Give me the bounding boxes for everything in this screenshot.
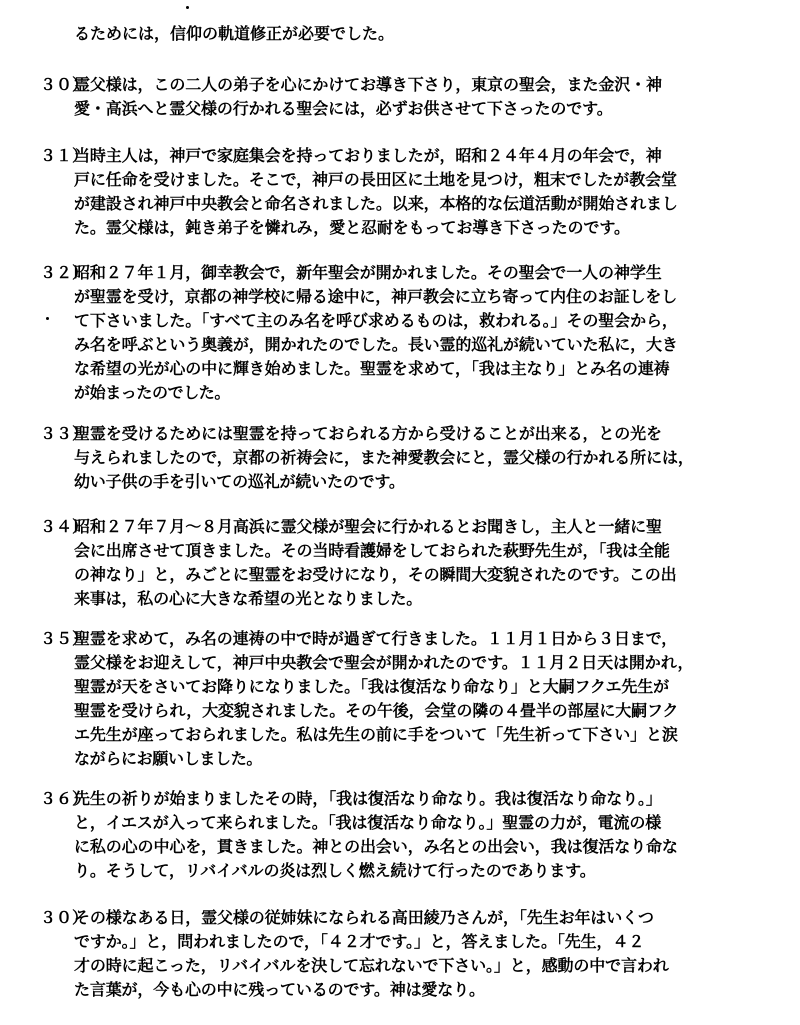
paragraph-line: に私の心の中心を，貫きました。神との出会い，み名との出会い，我は復活なり命な bbox=[74, 837, 678, 856]
paragraph-number: ３１） bbox=[40, 146, 89, 165]
paragraph-number: ３３） bbox=[40, 424, 89, 443]
paragraph-line: 戸に任命を受けました。そこで，神戸の長田区に土地を見つけ，粗末でしたが教会堂 bbox=[74, 170, 677, 189]
lead-line: るためには，信仰の軌道修正が必要でした。 bbox=[74, 24, 395, 43]
paragraph-line: 聖霊が天をさいてお降りになりました。「我は復活なり命なり」と大嗣フクエ先生が bbox=[74, 677, 670, 696]
paragraph-line: が建設され神戸中央教会と命名されました。以来，本格的な伝道活動が開始されまし bbox=[74, 194, 678, 213]
paragraph-line: た言葉が，今も心の中に残っているのです。神は愛なり。 bbox=[74, 980, 485, 999]
paragraph-number: ３０） bbox=[40, 908, 89, 927]
paragraph-line: た。霊父様は，鈍き弟子を憐れみ，愛と忍耐をもってお導き下さったのです。 bbox=[74, 218, 630, 237]
paragraph-line: 聖霊を受けられ，大変貌されました。その午後，会堂の隣の４畳半の部屋に大嗣フク bbox=[74, 701, 679, 720]
paragraph-line: 幼い子供の手を引いての巡礼が続いたのです。 bbox=[74, 472, 405, 491]
paragraph-33 bbox=[40, 422, 768, 494]
paragraph-line: な希望の光が心の中に輝き始めました。聖霊を求めて，「我は主なり」とみ名の連祷 bbox=[74, 359, 670, 378]
paragraph-36 bbox=[40, 787, 768, 883]
paragraph-number: ３０） bbox=[40, 75, 89, 94]
paragraph-line: 昭和２７年７月～８月高浜に霊父様が聖会に行かれるとお聞きし，主人と一緒に聖 bbox=[74, 517, 662, 536]
paragraph-line: 先生の祈りが始まりましたその時，「我は復活なり命なり。我は復活なり命なり。」 bbox=[74, 789, 662, 808]
paragraph-35 bbox=[40, 627, 768, 771]
paragraph-line: 昭和２７年１月，御幸教会で，新年聖会が開かれました。その聖会で一人の神学生 bbox=[74, 263, 662, 282]
paragraph-number: ３２） bbox=[40, 263, 89, 282]
paragraph-number: ３５） bbox=[40, 629, 89, 648]
scan-speck bbox=[186, 6, 189, 9]
paragraph-31 bbox=[40, 144, 768, 240]
paragraph-line: 聖霊を受けるためには聖霊を持っておられる方から受けることが出来る，との光を bbox=[74, 424, 662, 443]
paragraph-line: 霊父様をお迎えして，神戸中央教会で聖会が開かれたのです。１１月２日天は開かれ， bbox=[74, 653, 694, 672]
paragraph-line: 会に出席させて頂きました。その当時看護婦をしておられた萩野先生が，「我は全能 bbox=[74, 541, 670, 560]
paragraph-line: が聖霊を受け，京都の神学校に帰る途中に，神戸教会に立ち寄って内住のお証しをし bbox=[74, 287, 678, 306]
paragraph-line: 聖霊を求めて，み名の連祷の中で時が過ぎて行きました。１１月１日から３日まで， bbox=[74, 629, 678, 648]
paragraph-line: 来事は，私の心に大きな希望の光となりました。 bbox=[74, 589, 423, 608]
paragraph-line: 霊父様は，この二人の弟子を心にかけてお導き下さり，東京の聖会，また金沢・神 bbox=[74, 75, 662, 94]
paragraph-line: が始まったのでした。 bbox=[74, 383, 231, 402]
paragraph-34 bbox=[40, 515, 768, 611]
paragraph-32 bbox=[40, 261, 768, 405]
paragraph-line: 与えられましたので，京都の祈祷会に，また神愛教会にと，霊父様の行かれる所には， bbox=[74, 448, 694, 467]
paragraph-line: み名を呼ぶという奥義が，開かれたのでした。長い霊的巡礼が続いていた私に，大き bbox=[74, 335, 678, 354]
paragraph-30 bbox=[40, 73, 768, 121]
paragraph-line: エ先生が座っておられました。私は先生の前に手をついて「先生祈って下さい」と涙 bbox=[74, 725, 678, 744]
paragraph-line: その様なある日，霊父様の従姉妹になられる高田綾乃さんが，「先生お年はいくつ bbox=[74, 908, 654, 927]
paragraph-line: の神なり」と，みごとに聖霊をお受けになり，その瞬間大変貌されたのです。この出 bbox=[74, 565, 677, 584]
paragraph-number: ３６） bbox=[40, 789, 89, 808]
paragraph-line: と，イエスが入って来られました。「我は復活なり命なり。」聖霊の力が，電流の様 bbox=[74, 813, 662, 832]
paragraph-line: り。そうして，リバイバルの炎は烈しく燃え続けて行ったのであります。 bbox=[74, 861, 596, 880]
paragraph-30-second bbox=[40, 906, 768, 1002]
paragraph-line: 愛・高浜へと霊父様の行かれる聖会には，必ずお供させて下さったのです。 bbox=[74, 99, 613, 118]
paragraph-number: ３４） bbox=[40, 517, 89, 536]
paragraph-line: 当時主人は，神戸で家庭集会を持っておりましたが，昭和２４年４月の年会で，神 bbox=[74, 146, 662, 165]
paragraph-line: ながらにお願いしました。 bbox=[74, 749, 263, 768]
paragraph-line: 才の時に起こった，リバイバルを決して忘れないで下さい。」と，感動の中で言われ bbox=[74, 956, 669, 975]
paragraph-line: て下さいました。「すべて主のみ名を呼び求めるものは，救われる。」その聖会から， bbox=[74, 311, 678, 330]
paragraph-line: ですか。」と，問われましたので，「４２才です。」と，答えました。「先生，４２ bbox=[74, 932, 645, 951]
